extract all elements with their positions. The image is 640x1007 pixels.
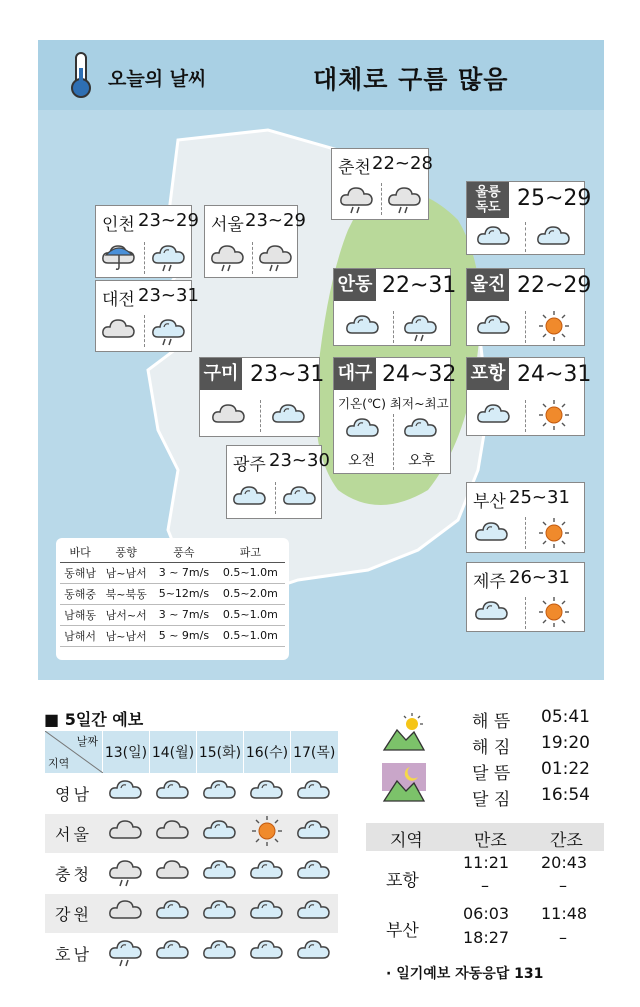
- forecast-cell: [103, 813, 150, 853]
- forecast-cell: [103, 933, 150, 973]
- cloudy-icon: [156, 854, 190, 888]
- sea-cell: 남해동: [60, 604, 100, 625]
- sea-cell: 남서~서: [100, 604, 152, 625]
- city-card-gumi: [199, 357, 325, 437]
- tide-value: –: [559, 928, 567, 947]
- sea-cell: 북~북동: [100, 583, 152, 604]
- cloudy-icon: [102, 313, 136, 347]
- partly-cloudy-icon: [156, 934, 190, 968]
- city-temp: 23~29: [245, 210, 306, 231]
- city-tag: 구미: [200, 358, 242, 390]
- sunny-icon: [537, 516, 571, 550]
- forecast-cell: [150, 933, 197, 973]
- city-temp: 25~29: [517, 186, 592, 211]
- city-card-pohang: [466, 357, 592, 436]
- region-name: 충청: [45, 853, 103, 893]
- city-temp: 23~29: [138, 210, 199, 231]
- corner-cell: [45, 731, 103, 773]
- sea-cell: 3 ~ 7m/s: [152, 604, 216, 625]
- sunrise-sunset-icon: [382, 712, 426, 752]
- thermometer-icon: [66, 50, 96, 100]
- pm-label: 오후: [408, 453, 436, 469]
- city-temp: 26~31: [509, 567, 570, 588]
- sunrise-label: 해 뜸: [472, 712, 511, 732]
- forecast-cell: [150, 893, 197, 933]
- sea-cell: 남~남서: [100, 562, 152, 583]
- partly-cloudy-icon: [156, 894, 190, 928]
- city-card-gwangju: [226, 445, 330, 519]
- corner-region-label: 지역: [48, 756, 70, 770]
- page-title: 오늘의 날씨: [108, 68, 207, 90]
- city-temp: 23~31: [138, 285, 199, 306]
- partly-cloudy-icon: [203, 774, 237, 808]
- map-header: [38, 40, 604, 110]
- tide-header-region: 지역: [390, 831, 423, 851]
- partly-cloudy-icon: [475, 516, 509, 550]
- city-card-incheon: [95, 205, 199, 278]
- partly-cloudy-icon: [250, 774, 284, 808]
- partly-rain-icon: [404, 309, 438, 343]
- table-row: [60, 583, 285, 604]
- am-label: 오전: [348, 453, 376, 469]
- partly-cloudy-icon: [203, 934, 237, 968]
- tide-value: 06:03: [463, 904, 510, 923]
- city-card-daegu: [333, 357, 457, 474]
- sea-cell: 3 ~ 7m/s: [152, 562, 216, 583]
- day-header: 17(목): [291, 731, 338, 773]
- tide-value: 18:27: [463, 928, 510, 947]
- partly-cloudy-icon: [250, 894, 284, 928]
- city-tag: 대구: [334, 358, 376, 390]
- forecast-cell: [291, 893, 338, 933]
- city-tag: 울진: [467, 269, 509, 301]
- sea-cell: 0.5~2.0m: [216, 583, 285, 604]
- table-row: [45, 893, 338, 933]
- tide-header-low: 간조: [550, 831, 583, 851]
- table-row: [60, 625, 285, 646]
- moonset-time: 16:54: [541, 785, 590, 805]
- moonrise-moonset-icon: [382, 763, 426, 803]
- city-temp: 23~30: [269, 450, 330, 471]
- sea-cell: 동해중: [60, 583, 100, 604]
- city-card-ulleung: [466, 181, 592, 255]
- partly-cloudy-icon: [297, 934, 331, 968]
- partly-cloudy-icon: [477, 398, 511, 432]
- forecast-cell: [291, 813, 338, 853]
- city-temp: 23~31: [250, 362, 325, 387]
- partly-cloudy-icon: [203, 854, 237, 888]
- forecast-title: ■ 5일간 예보: [44, 710, 144, 729]
- table-row: [45, 813, 338, 853]
- moonrise-label: 달 뜸: [472, 764, 511, 784]
- cloudy-rain-icon: [388, 181, 422, 215]
- partly-cloudy-icon: [250, 854, 284, 888]
- table-row: [60, 562, 285, 583]
- tide-region-busan: 부산: [386, 921, 419, 941]
- sea-cell: 동해남: [60, 562, 100, 583]
- partly-rain-icon: [152, 239, 186, 273]
- tide-value: 20:43: [541, 853, 588, 872]
- city-card-seoul: [204, 205, 306, 278]
- forecast-cell: [244, 773, 291, 813]
- partly-cloudy-icon: [537, 220, 571, 254]
- sunset-time: 19:20: [541, 733, 590, 753]
- partly-cloudy-icon: [477, 309, 511, 343]
- region-name: 강원: [45, 893, 103, 933]
- sea-cell: 0.5~1.0m: [216, 562, 285, 583]
- region-name: 호남: [45, 933, 103, 973]
- tide-header: [366, 823, 604, 851]
- day-header: 14(월): [150, 731, 197, 773]
- partly-cloudy-icon: [404, 412, 438, 446]
- weather-summary: 대체로 구름 많음: [313, 65, 509, 94]
- city-name: 부산: [473, 492, 506, 512]
- city-card-uljin: [466, 268, 592, 346]
- city-name: 제주: [473, 572, 506, 592]
- corner-date-label: 날짜: [76, 735, 98, 748]
- tide-header-high: 만조: [474, 831, 507, 851]
- five-day-forecast-table: [44, 731, 338, 973]
- forecast-cell: [197, 933, 244, 973]
- partly-cloudy-icon: [109, 774, 143, 808]
- forecast-cell: [197, 813, 244, 853]
- table-row: [45, 773, 338, 813]
- sea-header: 파고: [216, 542, 285, 562]
- forecast-cell: [103, 853, 150, 893]
- partly-cloudy-icon: [346, 309, 380, 343]
- partly-cloudy-icon: [475, 595, 509, 629]
- sea-conditions-table: [56, 538, 289, 660]
- city-tag: 포항: [467, 358, 509, 390]
- forecast-cell: [291, 853, 338, 893]
- city-temp: 24~31: [517, 362, 592, 387]
- city-card-busan: [466, 482, 585, 553]
- city-temp: 22~28: [372, 153, 433, 174]
- city-card-chuncheon: [331, 148, 433, 220]
- partly-cloudy-icon: [156, 774, 190, 808]
- city-name: 인천: [102, 215, 135, 235]
- sunny-icon: [537, 309, 571, 343]
- tide-value: –: [481, 876, 489, 895]
- sunny-icon: [537, 595, 571, 629]
- sunny-icon: [250, 814, 284, 848]
- forecast-cell: [150, 853, 197, 893]
- forecast-cell: [244, 813, 291, 853]
- sea-header: 풍속: [152, 542, 216, 562]
- city-tag: 안동: [334, 269, 376, 301]
- sunny-icon: [537, 398, 571, 432]
- rain-umbrella-icon: [102, 239, 136, 273]
- day-header: 13(일): [103, 731, 150, 773]
- forecast-cell: [103, 773, 150, 813]
- region-name: 서울: [45, 813, 103, 853]
- sea-cell: 5 ~ 9m/s: [152, 625, 216, 646]
- forecast-cell: [150, 773, 197, 813]
- city-name: 춘천: [338, 158, 371, 178]
- partly-cloudy-icon: [272, 398, 306, 432]
- sunset-label: 해 짐: [472, 738, 511, 758]
- forecast-cell: [197, 773, 244, 813]
- footer-info: · 일기예보 자동응답 131: [386, 966, 544, 982]
- city-temp: 22~31: [382, 273, 457, 298]
- tide-value: 11:48: [541, 904, 588, 923]
- cloudy-icon: [109, 894, 143, 928]
- table-row: [60, 604, 285, 625]
- city-card-andong: [333, 268, 457, 346]
- cloudy-icon: [212, 398, 246, 432]
- city-temp: 24~32: [382, 362, 457, 387]
- partly-cloudy-icon: [203, 814, 237, 848]
- sea-header: 풍향: [100, 542, 152, 562]
- forecast-cell: [244, 893, 291, 933]
- temp-legend: 기온(℃) 최저~최고: [338, 396, 449, 411]
- table-row: [45, 933, 338, 973]
- cloudy-rain-icon: [259, 239, 293, 273]
- day-header: 16(수): [244, 731, 291, 773]
- city-card-daejeon: [95, 280, 199, 352]
- forecast-cell: [103, 893, 150, 933]
- city-card-jeju: [466, 562, 585, 632]
- forecast-cell: [197, 853, 244, 893]
- city-name: 광주: [233, 455, 266, 475]
- partly-cloudy-icon: [297, 774, 331, 808]
- partly-rain-icon: [152, 313, 186, 347]
- cloudy-rain-icon: [340, 181, 374, 215]
- sea-cell: 0.5~1.0m: [216, 604, 285, 625]
- partly-cloudy-icon: [203, 894, 237, 928]
- cloudy-rain-icon: [109, 854, 143, 888]
- sea-header: 바다: [60, 542, 100, 562]
- forecast-cell: [244, 933, 291, 973]
- sea-cell: 남~남서: [100, 625, 152, 646]
- partly-cloudy-icon: [283, 480, 317, 514]
- tide-value: –: [559, 876, 567, 895]
- partly-cloudy-icon: [346, 412, 380, 446]
- partly-cloudy-icon: [250, 934, 284, 968]
- region-name: 영남: [45, 773, 103, 813]
- forecast-cell: [291, 773, 338, 813]
- sea-cell: 남해서: [60, 625, 100, 646]
- partly-cloudy-icon: [477, 220, 511, 254]
- partly-rain-icon: [109, 934, 143, 968]
- cloudy-icon: [156, 814, 190, 848]
- partly-cloudy-icon: [297, 854, 331, 888]
- day-header: 15(화): [197, 731, 244, 773]
- forecast-cell: [291, 933, 338, 973]
- city-temp: 25~31: [509, 487, 570, 508]
- city-temp: 22~29: [517, 273, 592, 298]
- sea-cell: 5~12m/s: [152, 583, 216, 604]
- moonrise-time: 01:22: [541, 759, 590, 779]
- city-tag: 울릉 독도: [467, 182, 509, 218]
- sunrise-time: 05:41: [541, 707, 590, 727]
- city-name: 서울: [211, 215, 244, 235]
- partly-cloudy-icon: [233, 480, 267, 514]
- partly-cloudy-icon: [297, 814, 331, 848]
- tide-region-pohang: 포항: [386, 871, 419, 891]
- tide-value: 11:21: [463, 853, 510, 872]
- moonset-label: 달 짐: [472, 790, 511, 810]
- cloudy-rain-icon: [211, 239, 245, 273]
- table-row: [45, 853, 338, 893]
- city-name: 대전: [102, 290, 135, 310]
- forecast-cell: [197, 893, 244, 933]
- partly-cloudy-icon: [297, 894, 331, 928]
- forecast-cell: [150, 813, 197, 853]
- forecast-cell: [244, 853, 291, 893]
- sea-cell: 0.5~1.0m: [216, 625, 285, 646]
- cloudy-icon: [109, 814, 143, 848]
